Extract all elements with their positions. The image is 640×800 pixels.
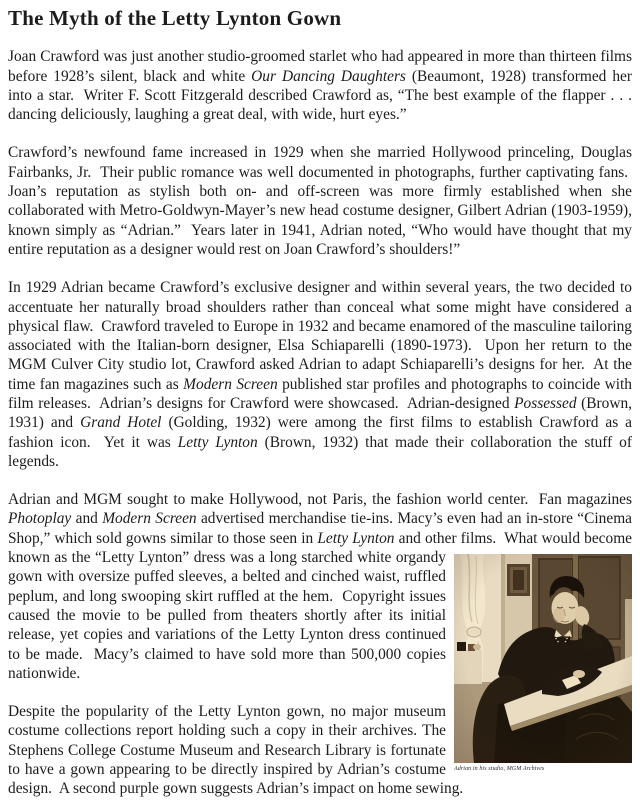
italic-text-run: Possessed	[514, 395, 577, 412]
text-run: In 1929 Adrian became Crawford’s exclusive designer and within several years, the two decided to accentuate her naturally broad shoulders rather than conceal what some might have considered a physical flaw. Crawford traveled to Europe in 1932 and became enamored of the masculine tailoring associated with the Italian-born designer, Elsa Schiaparelli (1890-1973). Upon her return to the MGM Culver City studio lot, Crawford asked Adrian to adapt Schiaparelli’s designs for her. At the time fan magazines such as	[8, 279, 632, 393]
page-title: The Myth of the Letty Lynton Gown	[8, 6, 342, 30]
text-run: advertised merchandise tie-ins. Macy’s even had an in-store “Cinema Shop,” which sold gowns similar to those seen in	[8, 510, 632, 547]
text-run: (Golding, 1932) were among the first films to establish Crawford as a fashion icon. Yet it was	[8, 414, 633, 451]
text-run: (Brown, 1931) and	[8, 395, 633, 432]
photo-caption: Adrian in his studio, MGM Archives	[454, 766, 545, 773]
adrian-photo-figure	[454, 554, 632, 773]
text-run: published star profiles and photographs to coincide with film releases. Adrian’s designs for Crawford were showcased. Adrian-designed	[8, 375, 632, 412]
article-page	[8, 5, 632, 799]
italic-text-run: Grand Hotel	[80, 414, 162, 432]
italic-text-run: Letty Lynton	[177, 433, 258, 451]
text-run: Despite the popularity of the Letty Lynton gown, no major museum costume collections report holding such a copy in their archives. The Stephens College Costume Museum and Research Library is fortunate to have a gown appearing to be directly inspired by Adrian’s costume design. A second purple gown suggests Adrian’s impact on home sewing.	[8, 703, 464, 798]
text-run: and other films. What would become	[394, 529, 632, 547]
text-run: (Beaumont, 1928) transformed her into a star. Writer F. Scott Fitzgerald described Crawford as, “The best example of the flapper . . . dancing deliciously, laughing a great deal, with wide, hurt eyes.”	[8, 67, 632, 124]
italic-text-run: Letty Lynton	[317, 529, 395, 547]
adrian-studio-photo	[454, 554, 632, 763]
paragraph-3	[8, 278, 632, 471]
paragraph-2	[8, 143, 632, 259]
paragraph-4-text-before	[8, 491, 632, 547]
italic-text-run: Modern Screen	[102, 510, 197, 528]
italic-text-run: Our Dancing Daughters	[251, 67, 406, 85]
text-run: (Brown, 1932) that made their collaboration the stuff of legends.	[8, 433, 632, 470]
paragraph-4-text-after	[8, 549, 446, 682]
text-run: Crawford’s newfound fame increased in 1929 when she married Hollywood princeling, Douglas Fairbanks, Jr. Their public romance was well documented in photographs, further captivating fans. Joan’s reputation as stylish both on- and off-screen was more firmly established when she collaborated with Metro-Goldwyn-Mayer’s new head costume designer, Gilbert Adrian (1903-1959), known simply as “Adrian.” Years later in 1941, Adrian noted, “Who would have thought that my entire reputation as a designer would rest on Joan Crawford’s shoulders!”	[8, 144, 632, 258]
text-run: Joan Crawford was just another studio-groomed starlet who had appeared in more than thirteen films before 1928’s silent, black and white	[8, 48, 632, 85]
text-run: and	[71, 510, 103, 528]
italic-text-run: Modern Screen	[183, 375, 278, 393]
italic-text-run: Photoplay	[8, 510, 72, 528]
paragraph-1	[8, 47, 632, 124]
text-run: Adrian and MGM sought to make Hollywood, not Paris, the fashion world center. Fan magazines	[8, 491, 632, 509]
text-run: known as the “Letty Lynton” dress was a long starched white organdy gown with oversize puffed sleeves, a belted and cinched waist, ruffled peplum, and long swooping skirt ruffled at the hem. Copyright issues caused the movie to be pulled from theaters shortly after its initial release, yet copies and variations of the Letty Lynton dress continued to be made. Macy’s claimed to have sold more than 500,000 copies nationwide.	[8, 549, 446, 682]
photo-vignette	[454, 554, 632, 763]
